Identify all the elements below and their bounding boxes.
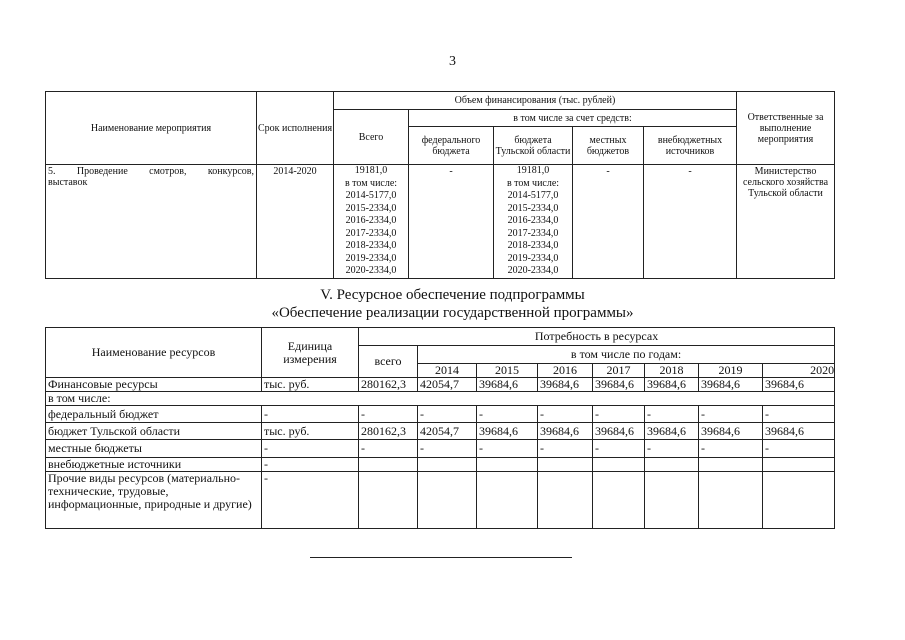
resource-value-2015	[477, 472, 538, 529]
header-year-2015: 2015	[477, 364, 538, 378]
bottom-divider	[310, 557, 572, 558]
resource-value-2015: -	[477, 406, 538, 423]
activity-total	[334, 165, 409, 279]
header-total: Всего	[334, 110, 409, 165]
resource-value-2016	[538, 472, 593, 529]
resource-row	[46, 423, 835, 440]
header-activity-name: Наименование мероприятия	[46, 92, 257, 165]
activity-responsible: Министерство сельского хозяйства Тульской области	[737, 165, 835, 279]
resource-name: федеральный бюджет	[46, 406, 262, 423]
activity-federal: -	[409, 165, 494, 279]
activities-table	[45, 91, 835, 279]
regional-line: 2015-2334,0	[507, 202, 559, 214]
resource-unit: тыс. руб.	[262, 423, 359, 440]
resource-value-2017: -	[593, 440, 645, 458]
regional-line: 19181,0	[516, 165, 550, 176]
regional-line: в том числе:	[506, 177, 560, 189]
resource-value-2020: -	[763, 406, 835, 423]
total-line: в том числе:	[344, 177, 398, 189]
resource-total	[359, 458, 418, 472]
total-line: 19181,0	[354, 165, 388, 176]
header-resource-name: Наименование ресурсов	[46, 328, 262, 378]
resource-value-2019	[699, 472, 763, 529]
activity-term: 2014-2020	[257, 165, 334, 279]
resource-value-2019	[699, 458, 763, 472]
header-responsible: Ответственные за выполнение мероприятия	[737, 92, 835, 165]
regional-line: 2014-5177,0	[507, 190, 559, 201]
resources-table	[45, 327, 835, 529]
regional-line: 2017-2334,0	[507, 227, 559, 239]
total-line: 2018-2334,0	[345, 240, 397, 251]
resource-value-2015	[477, 458, 538, 472]
resource-total: 280162,3	[359, 378, 418, 392]
resource-name: в том числе:	[46, 392, 835, 406]
total-line: 2019-2334,0	[345, 252, 397, 264]
activity-extra: -	[644, 165, 737, 279]
resource-value-2018: 39684,6	[645, 423, 699, 440]
section-title-line2: «Обеспечение реализации государственной программы»	[271, 305, 634, 321]
regional-line: 2018-2334,0	[507, 240, 559, 251]
activity-name-line2: выставок	[48, 177, 88, 188]
resource-row	[46, 406, 835, 423]
resource-value-2018: -	[645, 440, 699, 458]
resource-value-2016: 39684,6	[538, 378, 593, 392]
resource-value-2019: -	[699, 406, 763, 423]
resource-value-2020	[763, 472, 835, 529]
total-line: 2020-2334,0	[345, 265, 397, 276]
header-financing: Объем финансирования (тыс. рублей)	[334, 92, 737, 110]
header-year-2018: 2018	[645, 364, 699, 378]
header-year-2019: 2019	[699, 364, 763, 378]
resource-value-2018	[645, 472, 699, 529]
resource-value-2020: -	[763, 440, 835, 458]
header-term: Срок исполнения	[257, 92, 334, 165]
activity-name	[46, 165, 257, 279]
resource-row	[46, 378, 835, 392]
activity-regional	[494, 165, 573, 279]
total-line: 2016-2334,0	[345, 215, 397, 226]
header-federal: федерального бюджета	[409, 127, 494, 165]
resource-value-2017: -	[593, 406, 645, 423]
resource-value-2017: 39684,6	[593, 378, 645, 392]
resource-value-2020: 39684,6	[763, 378, 835, 392]
header-year-2016: 2016	[538, 364, 593, 378]
resource-value-2015: -	[477, 440, 538, 458]
header-extra: внебюджетных источников	[644, 127, 737, 165]
activity-name-line1: 5. Проведение смотров, конкурсов,	[48, 166, 254, 177]
resource-value-2017	[593, 458, 645, 472]
regional-line: 2019-2334,0	[507, 252, 559, 264]
resource-row	[46, 458, 835, 472]
resource-unit: тыс. руб.	[262, 378, 359, 392]
activity-local: -	[573, 165, 644, 279]
resource-value-2014: 42054,7	[418, 378, 477, 392]
resource-value-2016	[538, 458, 593, 472]
header-year-2020: 2020	[763, 364, 835, 378]
resource-row	[46, 472, 835, 529]
page-number: 3	[449, 54, 456, 69]
resource-row	[46, 440, 835, 458]
resource-value-2016: 39684,6	[538, 423, 593, 440]
resource-row	[46, 392, 835, 406]
resource-total: -	[359, 406, 418, 423]
resource-value-2014: -	[418, 440, 477, 458]
resource-value-2019: -	[699, 440, 763, 458]
resource-total	[359, 472, 418, 529]
resource-unit: -	[262, 472, 359, 529]
resource-value-2018: 39684,6	[645, 378, 699, 392]
resource-value-2020: 39684,6	[763, 423, 835, 440]
resource-name: местные бюджеты	[46, 440, 262, 458]
resource-name: бюджет Тульской области	[46, 423, 262, 440]
resource-unit: -	[262, 458, 359, 472]
resource-value-2015: 39684,6	[477, 423, 538, 440]
resource-name: внебюджетные источники	[46, 458, 262, 472]
resource-total: -	[359, 440, 418, 458]
header-unit: Единица измерения	[262, 328, 359, 378]
resource-value-2016: -	[538, 440, 593, 458]
regional-line: 2020-2334,0	[507, 265, 559, 276]
resource-value-2016: -	[538, 406, 593, 423]
header-total: всего	[359, 346, 418, 378]
resource-name: Прочие виды ресурсов (материально-технические, трудовые, информационные, природные и другие)	[46, 472, 262, 529]
resource-value-2019: 39684,6	[699, 378, 763, 392]
resource-unit: -	[262, 406, 359, 423]
total-line: 2015-2334,0	[345, 202, 397, 214]
resource-value-2015: 39684,6	[477, 378, 538, 392]
resource-value-2014: -	[418, 406, 477, 423]
resource-value-2018	[645, 458, 699, 472]
resource-value-2019: 39684,6	[699, 423, 763, 440]
resource-value-2017	[593, 472, 645, 529]
resource-value-2017: 39684,6	[593, 423, 645, 440]
resource-total: 280162,3	[359, 423, 418, 440]
resource-value-2018: -	[645, 406, 699, 423]
section-title-line1: V. Ресурсное обеспечение подпрограммы	[320, 287, 585, 303]
resource-value-2014: 42054,7	[418, 423, 477, 440]
header-local: местных бюджетов	[573, 127, 644, 165]
header-year-2014: 2014	[418, 364, 477, 378]
resource-name: Финансовые ресурсы	[46, 378, 262, 392]
header-regional: бюджета Тульской области	[494, 127, 573, 165]
resource-unit: -	[262, 440, 359, 458]
total-line: 2017-2334,0	[345, 227, 397, 239]
resource-value-2014	[418, 458, 477, 472]
header-need: Потребность в ресурсах	[359, 328, 835, 346]
total-line: 2014-5177,0	[345, 190, 397, 201]
resource-value-2014	[418, 472, 477, 529]
resource-value-2020	[763, 458, 835, 472]
header-year-2017: 2017	[593, 364, 645, 378]
header-incl-sources: в том числе за счет средств:	[409, 110, 737, 127]
header-by-years: в том числе по годам:	[418, 346, 835, 364]
regional-line: 2016-2334,0	[507, 215, 559, 226]
